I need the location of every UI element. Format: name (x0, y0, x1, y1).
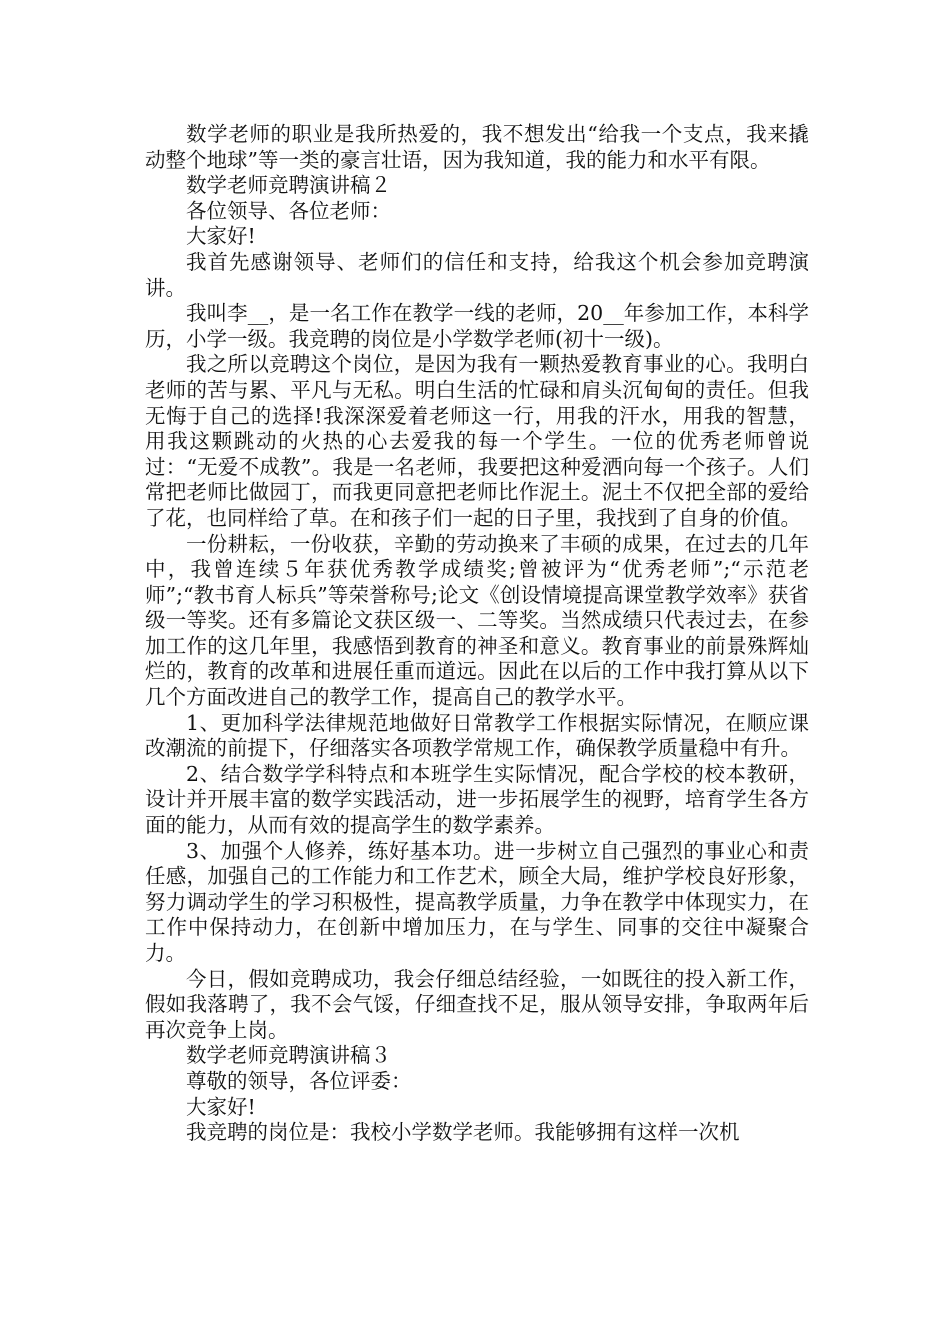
salutation-judges: 尊敬的领导，各位评委： (186, 1068, 412, 1093)
section-heading-speech-3: 数学老师竞聘演讲稿３ (186, 1043, 391, 1068)
list-item-3: 3、加强个人修养，练好基本功。进一步树立自己强烈的事业心和责任感，加强自己的工作能力和工作艺术，顾全大局，维护学校良好形象，努力调动学生的学习积极性，提高教学质量，力争在教学中体现实力，在工作中保持动力，在创新中增加压力，在与学生、同事的交往中凝聚合力。 (145, 838, 809, 965)
paragraph-achievements: 一份耕耘，一份收获，辛勤的劳动换来了丰硕的成果，在过去的几年中，我曾连续５年获优秀教学成绩奖;曾被评为“优秀老师”;“示范老师”;“教书育人标兵”等荣誉称号;论文《创设情境提高课堂教学效率》获省级一等奖。还有多篇论文获区级一、二等奖。当然成绩只代表过去，在参加工作的这几年里，我感悟到教育的神圣和意义。教育事业的前景殊辉灿烂的，教育的改革和进展任重而道远。因此在以后的工作中我打算从以下几个方面改进自己的教学工作，提高自己的教学水平。 (145, 531, 809, 710)
greeting-2: 大家好! (186, 1094, 256, 1119)
list-item-1: 1、更加科学法律规范地做好日常教学工作根据实际情况，在顺应课改潮流的前提下，仔细落实各项教学常规工作，确保教学质量稳中有升。 (145, 710, 809, 761)
salutation-leaders-teachers: 各位领导、各位老师： (186, 198, 391, 223)
paragraph-position: 我竞聘的岗位是：我校小学数学老师。我能够拥有这样一次机 (186, 1120, 740, 1145)
paragraph-intro: 数学老师的职业是我所热爱的，我不想发出“给我一个支点，我来撬动整个地球”等一类的豪言壮语，因为我知道，我的能力和水平有限。 (145, 122, 809, 172)
greeting: 大家好! (186, 224, 256, 249)
document-body (145, 122, 809, 1146)
paragraph-thanks: 我首先感谢领导、老师们的信任和支持，给我这个机会参加竞聘演讲。 (145, 249, 809, 300)
paragraph-closing: 今日，假如竞聘成功，我会仔细总结经验，一如既往的投入新工作，假如我落聘了，我不会气馁，仔细查找不足，服从领导安排，争取两年后再次竞争上岗。 (145, 966, 809, 1042)
list-item-2: 2、结合数学学科特点和本班学生实际情况，配合学校的校本教研，设计并开展丰富的数学实践活动，进一步拓展学生的视野，培育学生各方面的能力，从而有效的提高学生的数学素养。 (145, 761, 809, 838)
section-heading-speech-2: 数学老师竞聘演讲稿２ (186, 173, 391, 198)
paragraph-motivation: 我之所以竞聘这个岗位，是因为我有一颗热爱教育事业的心。我明白老师的苦与累、平凡与无私。明白生活的忙碌和肩头沉甸甸的责任。但我无悔于自己的选择!我深深爱着老师这一行，用我的汗水，用我的智慧，用我这颗跳动的火热的心去爱我的每一个学生。一位的优秀老师曾说过：“无爱不成教”。我是一名老师，我要把这种爱洒向每一个孩子。人们常把老师比做园丁，而我更同意把老师比作泥土。泥土不仅把全部的爱给了花，也同样给了草。在和孩子们一起的日子里，我找到了自身的价值。 (145, 352, 809, 530)
paragraph-self-introduction: 我叫李__，是一名工作在教学一线的老师，20__年参加工作，本科学历，小学一级。我竞聘的岗位是小学数学老师(初十一级)。 (145, 301, 809, 351)
